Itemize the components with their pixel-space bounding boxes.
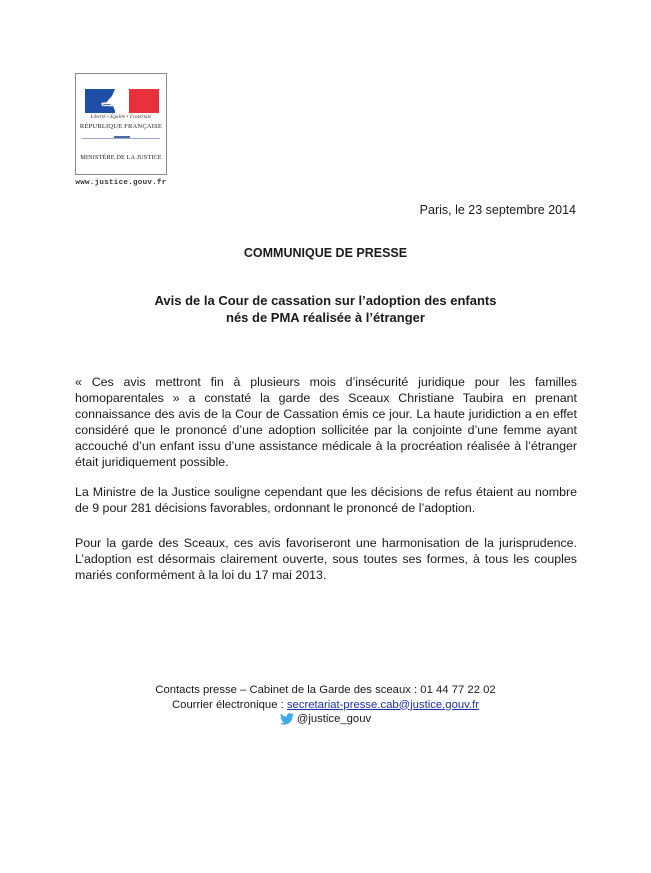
republic-motto: Liberté • Égalité • Fraternité	[90, 115, 152, 120]
document-title	[0, 292, 651, 326]
logo-divider	[82, 138, 160, 139]
republic-name: RÉPUBLIQUE FRANÇAISE	[79, 123, 163, 130]
email-label: Courrier électronique :	[172, 698, 287, 711]
twitter-line	[0, 712, 651, 730]
marianne-flag-icon	[85, 89, 159, 113]
contacts-line: Contacts presse – Cabinet de la Garde des sceaux : 01 44 77 22 02	[155, 684, 496, 696]
paragraph-2: La Ministre de la Justice souligne cependant que les décisions de refus étaient au nombre de 9 pour 281 décisions favorables, ordonnant le prononcé de l’adoption.	[75, 485, 577, 515]
title-line-2: nés de PMA réalisée à l’étranger	[226, 310, 425, 325]
press-contacts	[0, 683, 651, 730]
twitter-handle: @justice_gouv	[296, 713, 372, 725]
twitter-link[interactable]	[280, 712, 371, 727]
paragraph-3: Pour la garde des Sceaux, ces avis favoriseront une harmonisation de la jurisprudence. L’adoption est désormais clairement ouverte, sous toutes ses formes, à tous les couples mariés conformément à la loi du 17 mai 2013.	[75, 536, 577, 582]
email-line	[0, 698, 651, 713]
press-release-heading: COMMUNIQUE DE PRESSE	[243, 246, 408, 260]
twitter-bird-icon	[280, 713, 294, 725]
ministry-website: www.justice.gouv.fr	[75, 179, 167, 187]
paragraph-1: « Ces avis mettront fin à plusieurs mois d’insécurité juridique pour les familles homoparentales » a constaté la garde des Sceaux Christiane Taubira en prenant connaissance des avis de la Cour de Cassation émis ce jour. La haute juridiction a en effet considéré que le prononcé d’une adoption sollicitée par la conjointe d’une femme ayant accouché d’un enfant issu d’une assistance médicale à la procréation réalisée à l’étranger était juridiquement possible.	[75, 375, 577, 469]
logo-divider-mark	[114, 136, 130, 138]
ministry-name: MINISTÈRE DE LA JUSTICE	[80, 154, 162, 161]
date-line: Paris, le 23 septembre 2014	[419, 203, 576, 217]
ministry-logo	[75, 73, 167, 175]
email-link[interactable]: secretariat-presse.cab@justice.gouv.fr	[286, 698, 479, 711]
title-line-1: Avis de la Cour de cassation sur l’adoption des enfants	[154, 293, 497, 308]
